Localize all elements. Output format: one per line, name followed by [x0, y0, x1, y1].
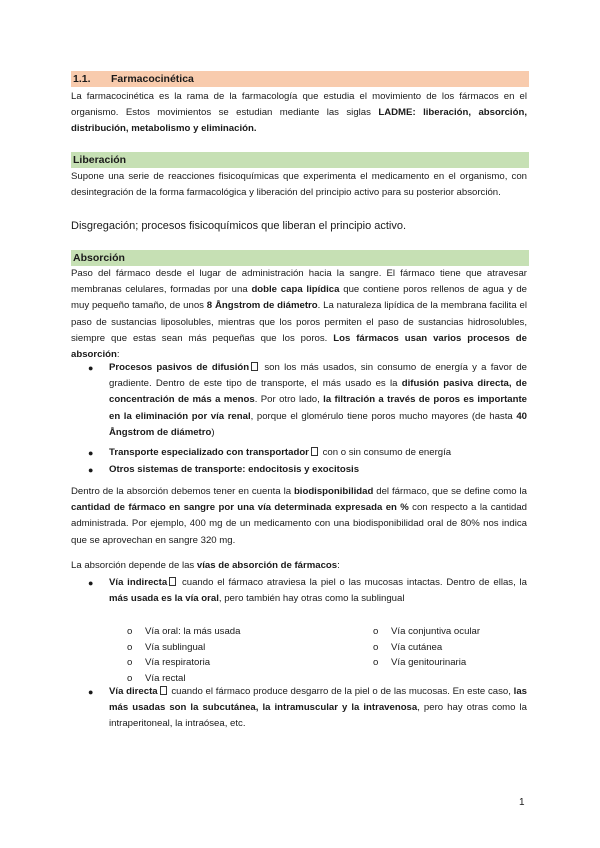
- via-directa-item: [71, 684, 527, 733]
- biodisponibilidad-paragraph: Dentro de la absorción debemos tener en cuenta la biodisponibilidad del fármaco, que se define como la cantidad de fármaco en sangre por una vía determinada expresada en % con respecto a la cantidad administrada. Por ejemplo, 400 mg de un medicamento con una biodisponibilidad oral de 80% nos indica que se aprovechan en sangre 320 mg.: [71, 486, 527, 546]
- arrow-glyph-icon: [169, 577, 176, 586]
- bullet-icon: ●: [88, 448, 94, 459]
- absorcion-paragraph: Paso del fármaco desde el lugar de administración hacia la sangre. El fármaco tiene que atravesar membranas celulares, formadas por una doble capa lipídica que contiene poros rellenos de agua y de muy pequeño tamaño, de unos 8 Ångstrom de diámetro. La naturaleza lipídica de la membrana facilita el paso de sustancias liposolubles, mientras que los poros permiten el paso de sustancias hidrosolubles, siempre que estas sean más pequeñas que los poros. Los fármacos usan varios procesos de absorción:: [71, 268, 527, 361]
- section-number: 1.1.: [73, 73, 91, 85]
- section-title: Farmacocinética: [111, 73, 194, 85]
- bullet-icon: ●: [88, 363, 94, 373]
- list-item: o Vía cutánea: [373, 641, 443, 653]
- via-indirecta-item: [71, 575, 527, 607]
- list-item: ● Otros sistemas de transporte: endocitosis y exocitosis: [71, 462, 527, 478]
- intro-paragraph: La farmacocinética es la rama de la farmacología que estudia el movimiento de los fármacos en el organismo. Estos movimientos se estudian mediante las siglas LADME: liberación, absorción, distribución, metabolismo y eliminación.: [71, 91, 527, 135]
- arrow-glyph-icon: [160, 686, 167, 695]
- liberacion-paragraph: Supone una serie de reacciones fisicoquímicas que experimenta el medicamento en el organismo, con desintegración de la forma farmacológica y liberación del principio activo para su posterior absorción.: [71, 171, 527, 199]
- liberacion-note: Disgregación; procesos fisicoquímicos que liberan el principio activo.: [71, 220, 407, 232]
- bullet-icon: ●: [88, 465, 94, 476]
- absorption-process-list: [71, 360, 527, 478]
- via-list-left: [127, 624, 240, 686]
- list-item: o Vía oral: la más usada: [127, 626, 241, 637]
- list-item: o Vía rectal: [127, 672, 186, 684]
- list-item: o Vía genitourinaria: [373, 657, 467, 668]
- liberacion-heading: Liberación: [71, 152, 529, 168]
- arrow-glyph-icon: [311, 447, 318, 456]
- arrow-glyph-icon: [251, 362, 258, 371]
- list-item: ● Procesos pasivos de difusión son los más usados, sin consumo de energía y a favor de gradiente. Dentro de este tipo de transporte, el más usado es la difusión pasiva directa, de concentración de más a menos. Por otro lado, la filtración a través de poros es importante en la eliminación por vía renal, porque el glomérulo tiene poros mucho mayores (de hasta 40 Ångstrom de diámetro): [88, 362, 528, 438]
- list-item: o Vía conjuntiva ocular: [373, 626, 481, 637]
- via-list-right: [373, 624, 480, 671]
- section-heading: [71, 71, 529, 87]
- list-item: o Vía respiratoria: [127, 657, 211, 668]
- list-item: ● Vía directa cuando el fármaco produce desgarro de la piel o de las mucosas. En este caso, las más usadas son la subcutánea, la intramuscular y la intravenosa, pero hay otras como la intraperitoneal, la intraósea, etc.: [88, 686, 527, 730]
- bullet-icon: ●: [88, 578, 94, 588]
- page-number: 1: [519, 797, 525, 808]
- vias-intro-paragraph: La absorción depende de las vías de absorción de fármacos:: [71, 560, 340, 571]
- absorcion-heading: Absorción: [71, 250, 529, 266]
- list-item: ● Transporte especializado con transportador con o sin consumo de energía: [71, 445, 527, 461]
- bullet-icon: ●: [88, 687, 94, 697]
- list-item: ● Vía indirecta cuando el fármaco atraviesa la piel o las mucosas intactas. Dentro de ellas, la más usada es la vía oral, pero también hay otras como la sublingual: [88, 577, 527, 605]
- list-item: o Vía sublingual: [127, 641, 206, 653]
